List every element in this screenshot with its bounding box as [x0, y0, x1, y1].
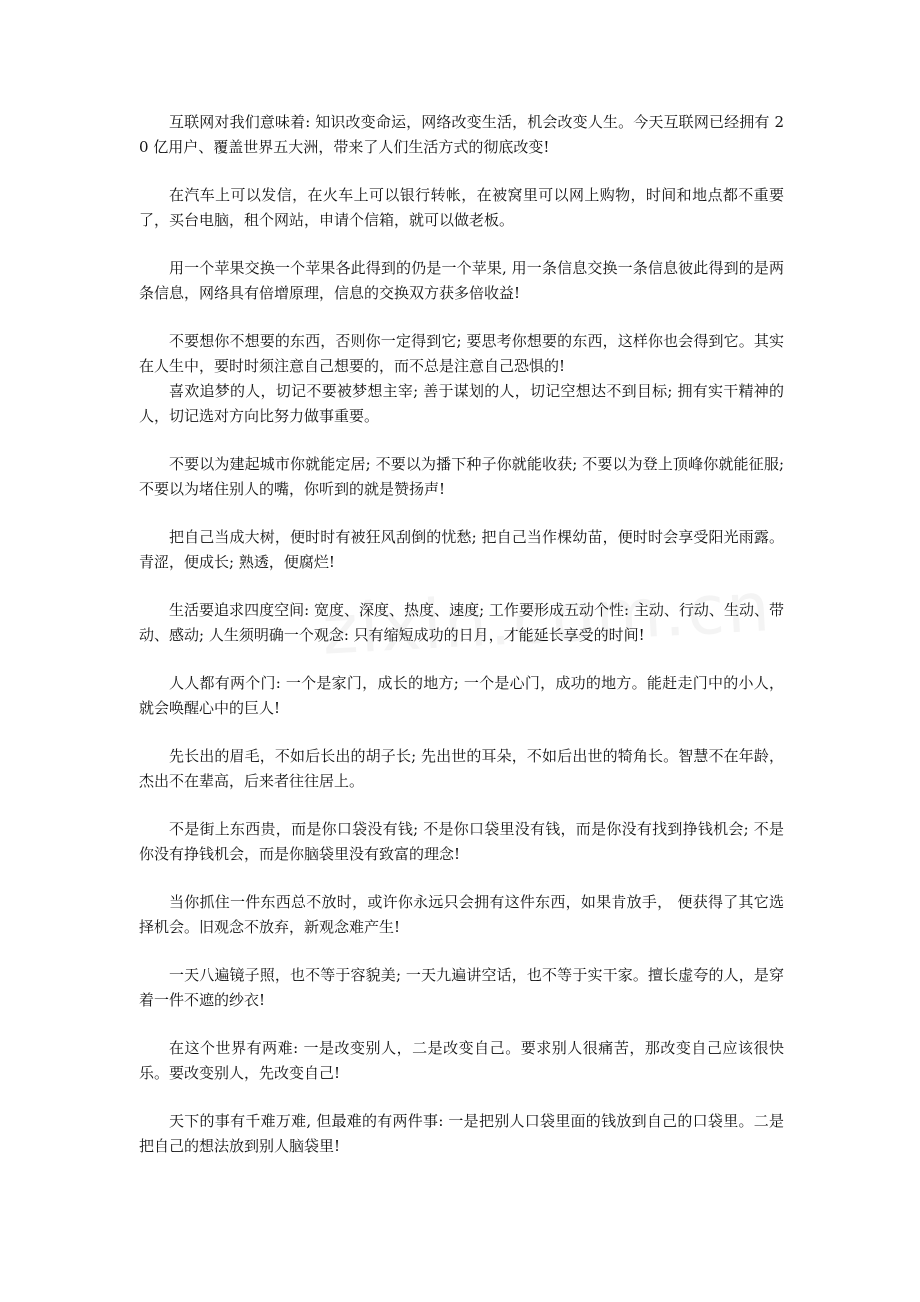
paragraph-gap: [139, 648, 784, 671]
paragraph-15: 天下的事有千难万难, 但最难的有两件事: 一是把别人口袋里面的钱放到自己的口袋里。二是把自己的想法放到别人脑袋里!: [139, 1112, 784, 1155]
paragraph-13: 一天八遍镜子照，也不等于容貌美; 一天九遍讲空话，也不等于实干家。擅长虚夸的人，是穿着一件不遮的纱衣!: [139, 966, 784, 1009]
paragraph-gap: [139, 233, 784, 256]
paragraph-2: 在汽车上可以发信，在火车上可以银行转帐，在被窝里可以网上购物，时间和地点都不重要了，买台电脑，租个网站，申请个信箱，就可以做老板。: [139, 186, 784, 229]
paragraph-gap: [139, 306, 784, 329]
paragraph-gap: [139, 794, 784, 817]
paragraph-3: 用一个苹果交换一个苹果各此得到的仍是一个苹果, 用一条信息交换一条信息彼此得到的是两条信息，网络具有倍增原理，信息的交换双方获多倍收益!: [139, 259, 784, 302]
paragraph-10: 先长出的眉毛，不如后长出的胡子长; 先出世的耳朵，不如后出世的犄角长。智慧不在年龄，杰出不在辈高，后来者往往居上。: [139, 747, 784, 790]
paragraph-gap: [139, 429, 784, 452]
document-body: [139, 110, 784, 1159]
paragraph-7: 把自己当成大树，便时时有被狂风刮倒的忧愁; 把自己当作棵幼苗，便时时会享受阳光雨露。青涩，便成长; 熟透，便腐烂!: [139, 528, 784, 571]
paragraph-4: 不要想你不想要的东西，否则你一定得到它; 要思考你想要的东西，这样你也会得到它。其实在人生中，要时时须注意自己想要的，而不总是注意自己恐惧的!: [139, 332, 784, 375]
paragraph-gap: [139, 940, 784, 963]
paragraph-6: 不要以为建起城市你就能定居; 不要以为播下种子你就能收获; 不要以为登上顶峰你就能征服; 不要以为堵住别人的嘴，你听到的就是赞扬声!: [139, 455, 784, 498]
paragraph-5: 喜欢追梦的人，切记不要被梦想主宰; 善于谋划的人，切记空想达不到目标; 拥有实干精神的人，切记选对方向比努力做事重要。: [139, 382, 784, 425]
paragraph-14: 在这个世界有两难: 一是改变别人，二是改变自己。要求别人很痛苦，那改变自己应该很快乐。要改变别人，先改变自己!: [139, 1039, 784, 1082]
paragraph-gap: [139, 575, 784, 598]
paragraph-1: 互联网对我们意味着: 知识改变命运，网络改变生活，机会改变人生。今天互联网已经拥有 20 亿用户、覆盖世界五大洲，带来了人们生活方式的彻底改变!: [139, 113, 784, 156]
paragraph-gap: [139, 1013, 784, 1036]
paragraph-gap: [139, 160, 784, 183]
paragraph-gap: [139, 867, 784, 890]
paragraph-gap: [139, 721, 784, 744]
paragraph-11: 不是街上东西贵，而是你口袋没有钱; 不是你口袋里没有钱，而是你没有找到挣钱机会; 不是你没有挣钱机会，而是你脑袋里没有致富的理念!: [139, 820, 784, 863]
paragraph-9: 人人都有两个门: 一个是家门，成长的地方; 一个是心门，成功的地方。能赶走门中的小人，就会唤醒心中的巨人!: [139, 674, 784, 717]
paragraph-gap: [139, 502, 784, 525]
paragraph-8: 生活要追求四度空间: 宽度、深度、热度、速度; 工作要形成五动个性: 主动、行动、生动、带动、感动; 人生须明确一个观念: 只有缩短成功的日月，才能延长享受的时间!: [139, 601, 784, 644]
paragraph-gap: [139, 1086, 784, 1109]
paragraph-12: 当你抓住一件东西总不放时，或许你永远只会拥有这件东西，如果肯放手， 便获得了其它选择机会。旧观念不放弃，新观念难产生!: [139, 893, 784, 936]
